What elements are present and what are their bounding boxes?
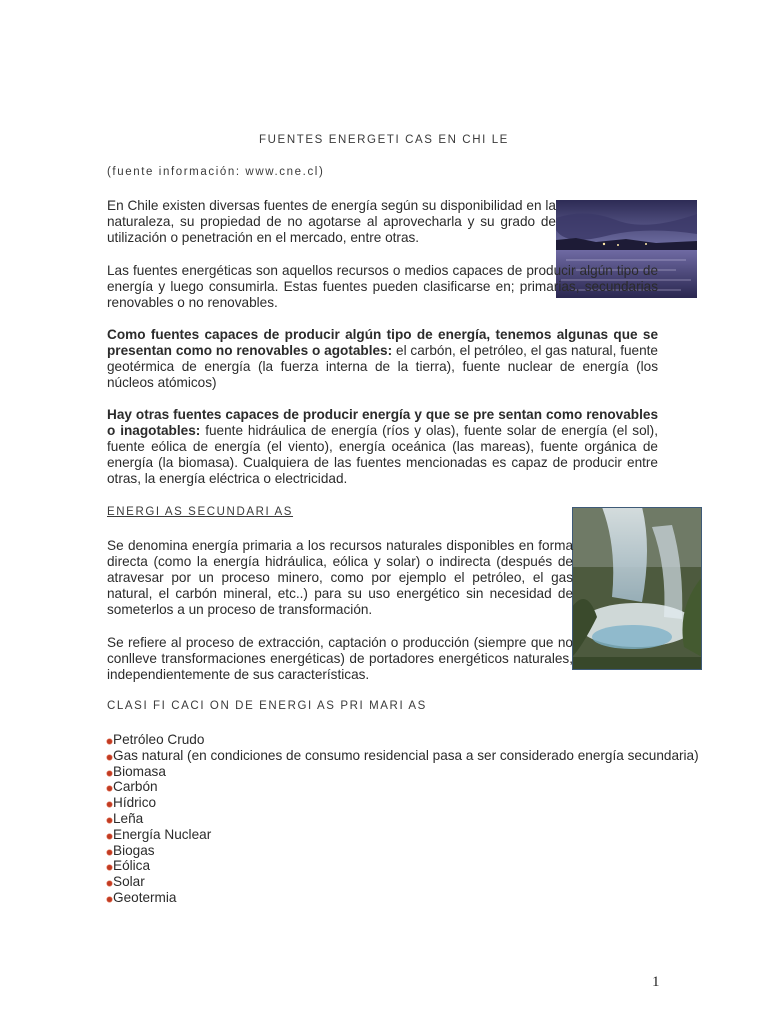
list-item-text: Hídrico [113,795,157,811]
secundarias-heading [107,506,293,518]
primaria-paragraph: Se denomina energía primaria a los recursos naturales disponibles en forma directa (como la energía hidráulica, eólica y solar) o indirecta (después de atravesar por un proceso minero, como por ejemplo el petróleo, el gas natural, el carbón mineral, etc..) para su uso energético sin necesidad de someterlos a un proceso de transformación. [107,538,573,617]
secundarias-heading-text: ENERGI AS SECUNDARI AS [107,506,294,518]
list-item [107,795,699,811]
waterfall-photo [572,507,702,670]
red-dot-bullet-icon [107,755,112,760]
energy-list [107,732,699,906]
list-item-text: Leña [113,810,144,826]
red-dot-bullet-icon [107,818,112,823]
list-item-text: Gas natural (en condiciones de consumo residencial pasa a ser considerado energía secundaria) [113,747,699,763]
no-renovables-paragraph [107,327,658,391]
red-dot-bullet-icon [107,897,112,902]
list-item-text: Carbón [113,779,158,795]
no-renovables-text: el carbón, el petróleo, el gas natural, fuente geotérmica de energía (la fuerza interna de la tierra), fuente nuclear de energía (los núcleos atómicos) [107,343,658,390]
renovables-paragraph [107,407,658,487]
clasificacion-heading: CLASI FI CACI ON DE ENERGI AS PRI MARI AS [107,700,427,712]
list-item-text: Petróleo Crudo [113,732,205,747]
list-item [107,827,699,843]
list-item [107,858,699,874]
list-item [107,732,699,748]
red-dot-bullet-icon [107,865,112,870]
red-dot-bullet-icon [107,834,112,839]
fuentes-paragraph: Las fuentes energéticas son aquellos recursos o medios capaces de producir algún tipo de energía y luego consumirla. Estas fuentes pueden clasificarse en; primarias, secundarias renovables o no renovables. [107,263,658,310]
list-item-text: Energía Nuclear [113,826,212,842]
page-title: FUENTES ENERGETI CAS EN CHI LE [259,134,509,146]
extraccion-paragraph: Se refiere al proceso de extracción, captación o producción (siempre que no conlleve transformaciones energéticas) de portadores energéticos naturales, independientemente de sus características. [107,635,573,682]
no-renovables-lead: Como fuentes capaces de producir algún tipo de energía, tenemos algunas que se presentan como no renovables o agotables: [107,327,658,358]
source-note: (fuente información: www.cne.cl) [107,166,325,178]
red-dot-bullet-icon [107,771,112,776]
list-item [107,764,699,780]
red-dot-bullet-icon [107,881,112,886]
list-item-text: Biomasa [113,763,166,779]
red-dot-bullet-icon [107,850,112,855]
list-item [107,748,699,764]
list-item [107,874,699,890]
list-item-text: Biogas [113,842,155,858]
page-number: 1 [652,974,660,990]
list-item [107,843,699,859]
list-item-text: Geotermia [113,889,177,905]
red-dot-bullet-icon [107,739,112,744]
list-item [107,890,699,906]
renovables-text: fuente hidráulica de energía (ríos y olas), fuente solar de energía (el sol), fuente eólica de energía (el viento), energía oceánica (las mareas), fuente orgánica de energía (la biomasa). Cualquiera de las fuentes mencionadas es capaz de producir entre otras, la energía eléctrica o electricidad. [107,423,658,486]
list-item-text: Solar [113,874,145,890]
renovables-lead: Hay otras fuentes capaces de producir energía y que se pre sentan como renovables o inagotables: [107,407,658,438]
intro-paragraph: En Chile existen diversas fuentes de energía según su disponibilidad en la naturaleza, su propiedad de no agotarse al aprovecharla y su grado de utilización o penetración en el mercado, entre otras. [107,198,556,245]
list-item-text: Eólica [113,858,151,874]
red-dot-bullet-icon [107,786,112,791]
list-item [107,779,699,795]
red-dot-bullet-icon [107,802,112,807]
list-item [107,811,699,827]
